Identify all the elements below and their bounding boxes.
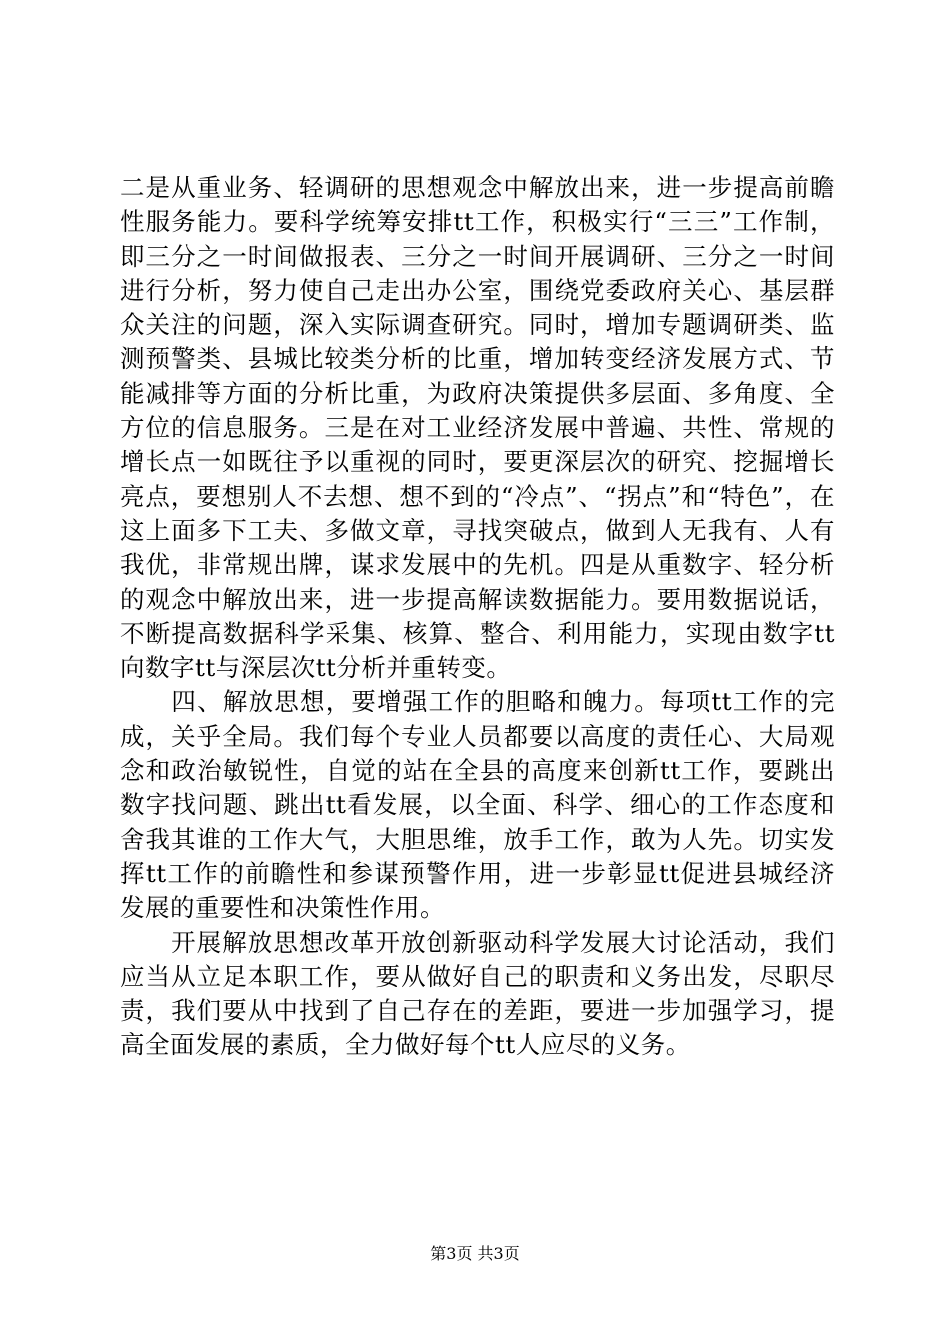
paragraph-3: 开展解放思想改革开放创新驱动科学发展大讨论活动，我们应当从立足本职工作，要从做好自己的职责和义务出发，尽职尽责，我们要从中找到了自己存在的差距，要进一步加强学习，提高全面发展的素质，全力做好每个tt人应尽的义务。 — [120, 927, 835, 1060]
paragraph-1: 二是从重业务、轻调研的思想观念中解放出来，进一步提高前瞻性服务能力。要科学统筹安排tt工作，积极实行“三三”工作制，即三分之一时间做报表、三分之一时间开展调研、三分之一时间进行分析，努力使自己走出办公室，围绕党委政府关心、基层群众关注的问题，深入实际调查研究。同时，增加专题调研类、监测预警类、县城比较类分析的比重，增加转变经济发展方式、节能减排等方面的分析比重，为政府决策提供多层面、多角度、全方位的信息服务。三是在对工业经济发展中普遍、共性、常规的增长点一如既往予以重视的同时，要更深层次的研究、挖掘增长亮点，要想别人不去想、想不到的“冷点”、“拐点”和“特色”，在这上面多下工夫、多做文章，寻找突破点，做到人无我有、人有我优，非常规出牌，谋求发展中的先机。四是从重数字、轻分析的观念中解放出来，进一步提高解读数据能力。要用数据说话，不断提高数据科学采集、核算、整合、利用能力，实现由数字tt向数字tt与深层次tt分析并重转变。 — [120, 173, 835, 683]
document-body — [120, 171, 835, 1063]
paragraph-2: 四、解放思想，要增强工作的胆略和魄力。每项tt工作的完成，关乎全局。我们每个专业人员都要以高度的责任心、大局观念和政治敏锐性，自觉的站在全县的高度来创新tt工作，要跳出数字找问题、跳出tt看发展，以全面、科学、细心的工作态度和舍我其谁的工作大气，大胆思维，放手工作，敢为人先。切实发挥tt工作的前瞻性和参谋预警作用，进一步彰显tt促进县城经济发展的重要性和决策性作用。 — [120, 687, 835, 923]
page-footer: 第3页 共3页 — [430, 1244, 520, 1263]
